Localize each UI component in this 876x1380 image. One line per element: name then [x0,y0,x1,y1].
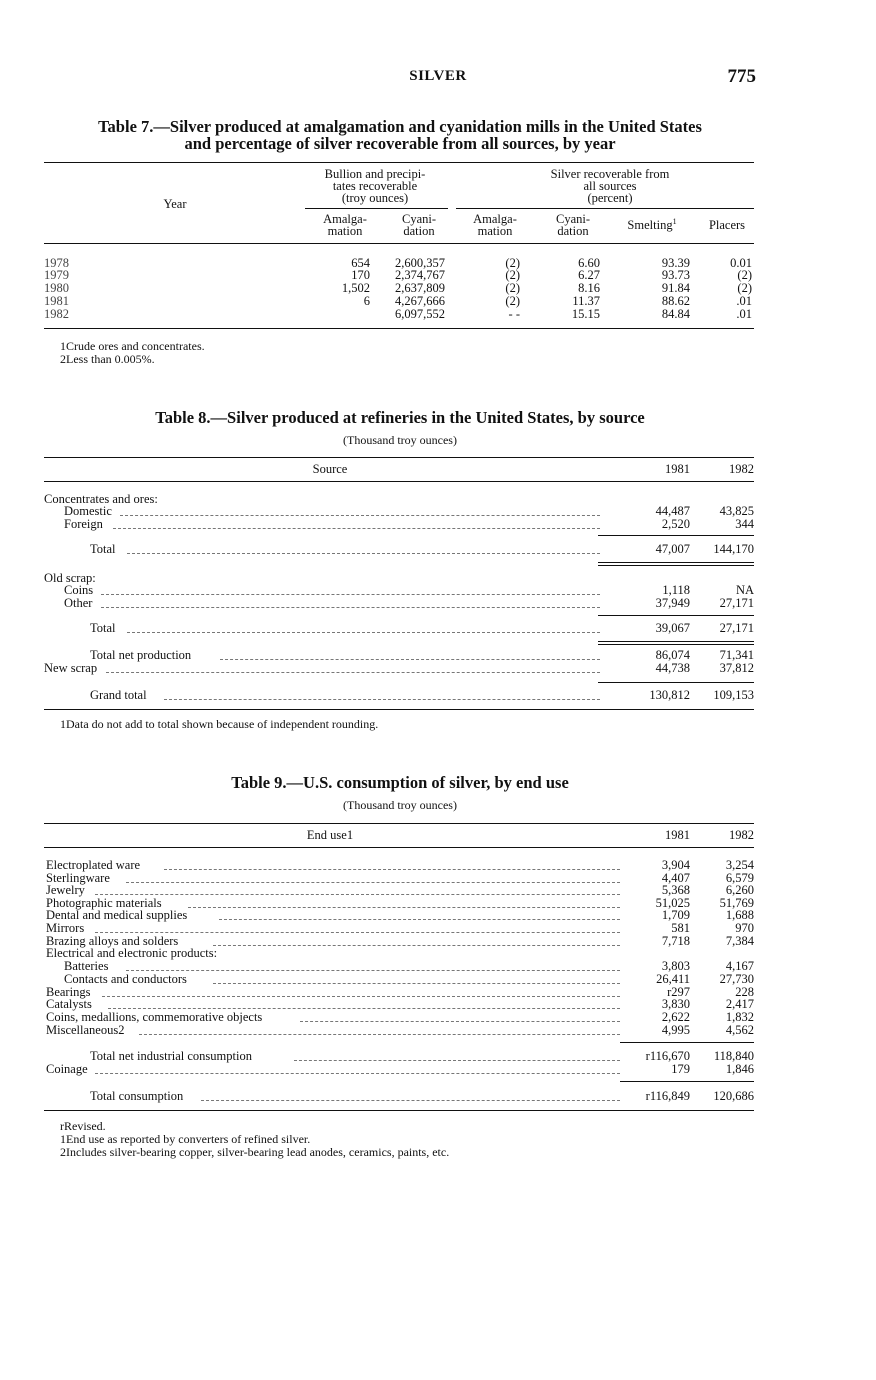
table-9-cell-1981: 581 [671,921,690,935]
table-7-data-cell: 4,267,666 [395,294,445,308]
group1-header-line: tates recoverable [332,179,418,193]
table-7-data-cell: 84.84 [661,307,690,321]
table-7-title-line2: and percentage of silver recoverable from all sources, by year [184,134,616,153]
table-9-footnote-2: 1End use as reported by converters of refined silver. [60,1132,311,1146]
table-9-cell-1982: 4,167 [725,959,754,973]
table-8-cell-1982: 37,812 [719,661,754,675]
table-7-data-cell: 6,097,552 [395,307,445,321]
table-9-row-label: Miscellaneous2 [46,1023,125,1037]
leader-dots [102,996,620,997]
leader-dots [219,919,620,920]
table-9-row-label: Contacts and conductors [64,972,187,986]
table-7-footnote-2: 2Less than 0.005%. [60,352,155,366]
table-8-cell-1981: 47,007 [655,542,690,556]
table-9-cell-1982: 1,846 [725,1062,754,1076]
table-7-year-cell: 1982 [44,307,69,321]
col-header-placers: Placers [708,218,746,232]
table-9-cell-1981: 3,830 [661,997,690,1011]
table-9-cell-1982: 228 [735,985,754,999]
sum-rule [598,562,754,563]
col-header-smelting [612,216,692,232]
table-9-row-label: Sterlingware [46,871,110,885]
table-9-row-label: Jewelry [46,883,85,897]
col-header-line: Cyani- [401,212,437,226]
table-7-data-cell: 6.60 [578,256,600,270]
table-9-cell-1981: 1,709 [661,908,690,922]
table-8-row-label: Old scrap: [44,571,96,585]
table-7-data-cell: 6.27 [578,268,600,282]
table-8-cell-1982: 109,153 [713,688,754,702]
table-8-row-label: Total [90,621,116,635]
table-8-subtitle: (Thousand troy ounces) [343,433,457,447]
leader-dots [95,932,620,933]
leader-dots [164,869,620,870]
table-8-title: Table 8.—Silver produced at refineries in the United States, by source [155,408,645,427]
table-9-row-label: Coinage [46,1062,88,1076]
table-9-cell-1981: r116,849 [645,1089,690,1103]
table-7-data-cell: (2) [737,281,752,295]
table-8-cell-1982: 27,171 [719,596,754,610]
table-9-cell-1982: 1,688 [725,908,754,922]
table-7-year-cell: 1979 [44,268,69,282]
leader-dots [164,699,600,700]
table-7-data-cell: 170 [351,268,370,282]
table-8-cell-1982: 27,171 [719,621,754,635]
table-9-cell-1982: 120,686 [713,1089,754,1103]
table-8-cell-1981: 1,118 [662,583,690,597]
group1-header-line: Bullion and precipi- [324,167,426,181]
table-9-col-enduse [230,829,430,842]
leader-dots [201,1100,620,1101]
table-9-cell-1981: 4,995 [661,1023,690,1037]
table-8-cell-1981: 130,812 [649,688,690,702]
table-9-cell-1981: 179 [671,1062,690,1076]
table-7-data-cell: 15.15 [571,307,600,321]
sum-rule [598,644,754,645]
table-9-row-label: Brazing alloys and solders [46,934,179,948]
table-8-row-label: Total [90,542,116,556]
table-8-col-source: Source [312,462,348,476]
table-8-cell-1981: 44,738 [655,661,690,675]
table-7-data-cell: 0.01 [730,256,752,270]
col-header-line: Cyani- [555,212,591,226]
group1-rule [305,208,448,209]
group2-rule [456,208,754,209]
table-7-year-cell: 1981 [44,294,69,308]
table-9-cell-1981: 2,622 [661,1010,690,1024]
table-9-cell-1982: 51,769 [719,896,754,910]
col-header-line: Amalga- [323,212,367,226]
table-8-col-1982: 1982 [729,462,754,476]
table-9-cell-1982: 3,254 [725,858,754,872]
table-9-cell-1982: 4,562 [725,1023,754,1037]
sum-rule [598,615,754,616]
leader-dots [113,528,600,529]
col-header-line: mation [477,224,513,238]
leader-dots [139,1034,620,1035]
table-7-group1-header [300,168,450,204]
table-9-col-1981: 1981 [665,828,690,842]
leader-dots [127,632,600,633]
leader-dots [126,882,620,883]
table-7-data-cell: (2) [505,294,520,308]
table-8-cell-1982: 43,825 [719,504,754,518]
table-9-cell-1981: 4,407 [661,871,690,885]
table-9-cell-1981: 51,025 [655,896,690,910]
table-9-row-label: Catalysts [46,997,92,1011]
col-header-amalgamation [312,213,378,237]
leader-dots [120,515,600,516]
leader-dots [213,945,620,946]
leader-dots [95,894,620,895]
table-9-cell-1981: r297 [667,985,690,999]
table-8-cell-1982: NA [735,583,754,597]
table-9-subtitle: (Thousand troy ounces) [343,798,457,812]
sum-rule [620,1042,754,1043]
sum-rule [598,682,754,683]
table-8-row-label: Domestic [64,504,112,518]
table-9-row-label: Electroplated ware [46,858,141,872]
group1-header-line: (troy ounces) [341,191,409,205]
table-7-top-rule [44,162,754,163]
leader-dots [106,672,600,673]
table-9-cell-1981: 26,411 [656,972,690,986]
table-7-data-cell: (2) [505,268,520,282]
table-7-data-cell: 11.37 [572,294,600,308]
table-9-footnote-1: rRevised. [60,1119,106,1133]
table-9-cell-1982: 2,417 [725,997,754,1011]
table-7-data-cell: - - [508,307,520,321]
table-9-cell-1982: 6,260 [725,883,754,897]
table-9-row-label: Bearings [46,985,91,999]
table-7-data-cell: (2) [505,256,520,270]
table-7-header-rule [44,243,754,244]
table-8-cell-1982: 344 [735,517,754,531]
table-9-col-enduse-text: End use1 [306,828,354,842]
table-7-data-cell: 2,637,809 [395,281,445,295]
leader-dots [220,659,600,660]
table-9-cell-1981: r116,670 [645,1049,690,1063]
table-8-cell-1981: 86,074 [655,648,690,662]
table-8-row-label: New scrap [44,661,98,675]
table-8-cell-1981: 39,067 [655,621,690,635]
leader-dots [300,1021,620,1022]
table-8-row-label: Other [64,596,93,610]
table-9-cell-1982: 1,832 [725,1010,754,1024]
table-9-row-label: Coins, medallions, commemorative objects [46,1010,263,1024]
running-title: SILVER [409,68,467,84]
col-header-line: Amalga- [473,212,517,226]
table-7-data-cell: 6 [363,294,370,308]
table-7-data-cell: 8.16 [578,281,600,295]
group2-header-line: (percent) [587,191,633,205]
table-9-cell-1982: 6,579 [725,871,754,885]
table-9-cell-1982: 27,730 [719,972,754,986]
table-7-year-header: Year [163,197,187,211]
leader-dots [213,983,620,984]
table-8-footnote: 1Data do not add to total shown because of independent rounding. [60,717,379,731]
table-9-row-label: Electrical and electronic products: [46,946,218,960]
table-7-data-cell: 88.62 [661,294,690,308]
col-header-line: dation [403,224,435,238]
table-9-cell-1982: 7,384 [725,934,754,948]
table-7-group2-header [520,168,700,204]
table-9-top-rule [44,823,754,824]
table-9-row-label: Batteries [64,959,109,973]
leader-dots [126,970,620,971]
table-9-cell-1981: 5,368 [661,883,690,897]
table-7-year-cell: 1980 [44,281,69,295]
table-8-row-label: Foreign [64,517,103,531]
table-7-data-cell: 2,600,357 [395,256,445,270]
page-number: 775 [727,66,756,87]
col-header-line: Smelting [627,218,673,232]
table-7-data-cell: (2) [737,268,752,282]
leader-dots [108,1008,620,1009]
table-8-row-label: Grand total [90,688,147,702]
group2-header-line: all sources [583,179,637,193]
table-7-footnote-1: 1Crude ores and concentrates. [60,339,205,353]
table-9-cell-1981: 7,718 [661,934,690,948]
table-9-row-label: Dental and medical supplies [46,908,188,922]
sum-rule [598,641,754,642]
table-7-data-cell: (2) [505,281,520,295]
table-7-data-cell: 1,502 [341,281,370,295]
table-8-cell-1982: 71,341 [719,648,754,662]
table-9-row-label: Total net industrial consumption [90,1049,252,1063]
table-9-bottom-rule [44,1110,754,1111]
table-7-data-cell: .01 [736,307,752,321]
table-9-col-1982: 1982 [729,828,754,842]
table-8-cell-1981: 44,487 [655,504,690,518]
table-9-title: Table 9.—U.S. consumption of silver, by end use [231,773,569,792]
table-8-top-rule [44,457,754,458]
table-8-cell-1982: 144,170 [713,542,754,556]
table-7-data-cell: 2,374,767 [395,268,445,282]
leader-dots [294,1060,620,1061]
group2-header-line: Silver recoverable from [550,167,670,181]
table-9-row-label: Mirrors [46,921,85,935]
table-8-row-label: Total net production [90,648,192,662]
col-header-cyanidation [386,213,452,237]
table-8-cell-1981: 37,949 [655,596,690,610]
table-8-header-rule [44,481,754,482]
table-9-row-label: Photographic materials [46,896,162,910]
table-7-title-line1: Table 7.—Silver produced at amalgamation and cyanidation mills in the United States [98,117,702,136]
sum-rule [598,535,754,536]
table-7-data-cell: 93.73 [661,268,690,282]
table-9-row-label: Total consumption [90,1089,184,1103]
table-8-row-label: Coins [64,583,94,597]
col-header-line: mation [327,224,363,238]
leader-dots [127,553,600,554]
table-7-data-cell: 654 [351,256,370,270]
table-9-cell-1981: 3,904 [661,858,690,872]
table-7-year-cell: 1978 [44,256,69,270]
table-9-cell-1982: 118,840 [713,1049,754,1063]
sum-rule [598,565,754,566]
table-9-cell-1982: 970 [735,921,754,935]
table-8-cell-1981: 2,520 [661,517,690,531]
table-8-row-label: Concentrates and ores: [44,492,158,506]
table-7-data-cell: .01 [736,294,752,308]
leader-dots [95,1073,620,1074]
col-header-cyanidation-pct [540,213,606,237]
table-9-cell-1981: 3,803 [661,959,690,973]
leader-dots [188,907,620,908]
leader-dots [101,607,600,608]
table-8-col-1981: 1981 [665,462,690,476]
table-9-header-rule [44,847,754,848]
table-7-data-cell: 93.39 [661,256,690,270]
col-header-amalgamation-pct [462,213,528,237]
table-7-bottom-rule [44,328,754,329]
sum-rule [620,1081,754,1082]
table-8-bottom-rule [44,709,754,710]
table-7-data-cell: 91.84 [661,281,690,295]
table-9-footnote-3: 2Includes silver-bearing copper, silver-bearing lead anodes, ceramics, paints, etc. [60,1145,450,1159]
leader-dots [101,594,600,595]
footnote-marker: 1 [672,216,677,226]
col-header-line: dation [557,224,589,238]
